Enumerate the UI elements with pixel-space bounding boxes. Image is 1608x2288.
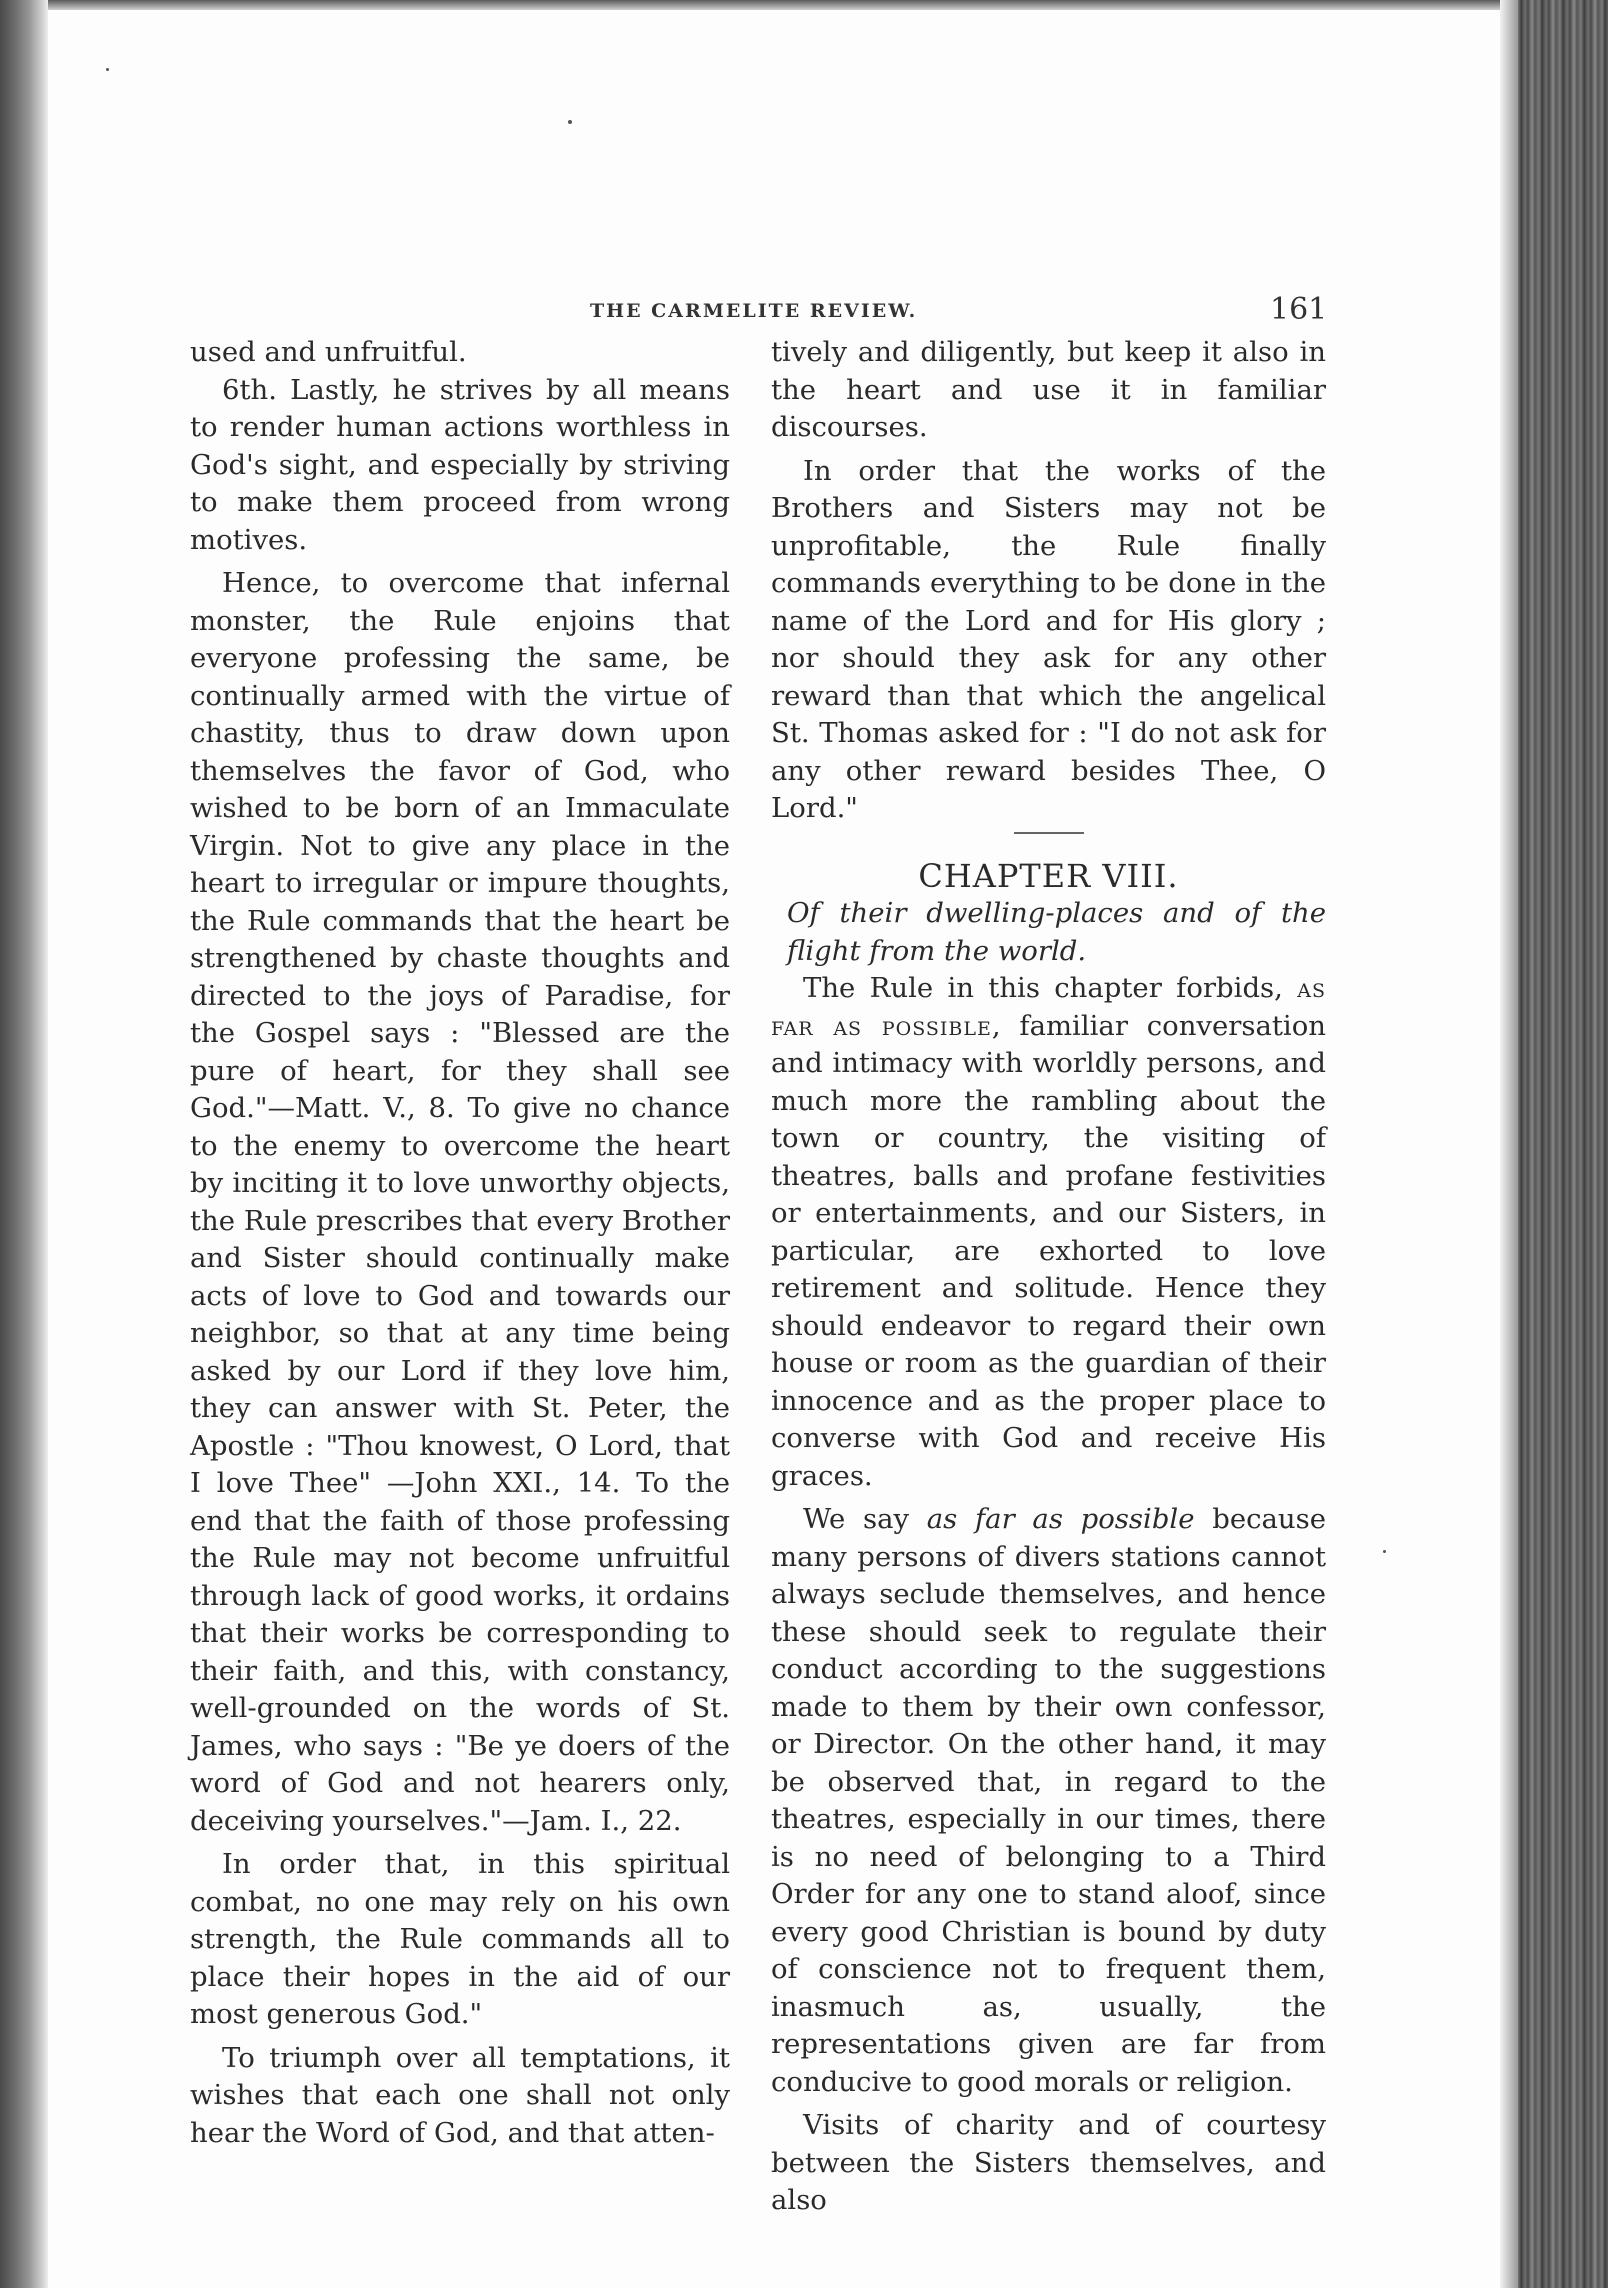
scan-top-edge — [0, 0, 1608, 10]
page-number: 161 — [1270, 292, 1328, 327]
paragraph: In order that the works of the Brothers and Sisters may not be unprofitable, the Rule finally commands everything to be done in the name of the Lord and for His glory ; nor should they ask for any other reward than that which the angelical St. Thomas asked for : "I do not ask for any other reward besides Thee, O Lord." — [771, 454, 1326, 824]
right-column — [771, 334, 1326, 2220]
ink-speck — [1383, 1550, 1386, 1553]
ink-speck — [106, 68, 109, 71]
paragraph: used and unfruitful. — [190, 336, 467, 368]
chapter-rule — [1014, 832, 1084, 834]
paragraph: In order that, in this spiritual combat, no one may rely on his own strength, the Rule commands all to place their hopes in the aid of our most generous God." — [190, 1848, 730, 2030]
paragraph: Hence, to overcome that infernal monster, the Rule enjoins that everyone professing the same, be continually armed with the virtue of chastity, thus to draw down upon themselves the favor of God, who wished to be born of an Immaculate Virgin. Not to give any place in the heart to irregular or impure thoughts, the Rule commands that the heart be strengthened by chaste thoughts and directed to the joys of Paradise, for the Gospel says : "Blessed are the pure of heart, for they shall see God."—Matt. V., 8. To give no chance to the enemy to overcome the heart by inciting it to love unworthy objects, the Rule prescribes that every Brother and Sister should continually make acts of love to God and towards our neighbor, so that at any time being asked by our Lord if they love him, they can answer with St. Peter, the Apostle : "Thou knowest, O Lord, that I love Thee" —John XXI., 14. To the end that the faith of those professing the Rule may not become unfruitful through lack of good works, it ordains that their works be corresponding to their faith, and this, with constancy, well-grounded on the words of St. James, who says : "Be ye doers of the word of God and not hearers only, deceiving yourselves."—Jam. I., 22. — [190, 567, 730, 1837]
paragraph — [771, 1501, 1326, 2101]
paragraph: tively and diligently, but keep it also in the heart and use it in familiar discourses. — [771, 336, 1326, 443]
text-run: We say — [803, 1503, 910, 1535]
text-run: The Rule in this chapter forbids, — [803, 972, 1283, 1004]
small-caps-phrase: as far as possible — [771, 972, 1326, 1042]
paragraph: 6th. Lastly, he strives by all means to render human actions worthless in God's sight, and especially by striving to make them proceed from wrong motives. — [190, 373, 730, 556]
book-page-edges — [1500, 0, 1608, 2288]
ink-speck — [568, 120, 572, 124]
paragraph: To triumph over all temptations, it wishes that each one shall not only hear the Word of God, and that atten- — [190, 2041, 730, 2149]
chapter-subtitle: Of their dwelling-places and of the flight from the world. — [787, 897, 1326, 967]
text-run: because many persons of divers stations cannot always seclude themselves, and hence these should seek to regulate their conduct according to the suggestions made to them by their own confessor, or Director. On the other hand, it may be observed that, in regard to the theatres, especially in our times, there is no need of belonging to a Third Order for any one to stand aloof, since every good Christian is bound by duty of conscience not to frequent them, inasmuch as, usually, the representations given are far from conducive to good morals or religion. — [771, 1503, 1326, 2098]
paragraph — [771, 970, 1326, 1495]
running-head: THE CARMELITE REVIEW. — [590, 300, 918, 322]
italic-phrase: as far as possible — [926, 1503, 1195, 1535]
left-column — [190, 334, 730, 2152]
text-run: , familiar conversation and intimacy with worldly persons, and much more the rambling about the town or country, the visiting of theatres, balls and profane festivities or entertainments, and our Sisters, in particular, are exhorted to love retirement and solitude. Hence they should endeavor to regard their own house or room as the guardian of their innocence and as the proper place to converse with God and receive His graces. — [771, 1009, 1326, 1492]
paragraph: Visits of charity and of courtesy between the Sisters themselves, and also — [771, 2109, 1326, 2216]
chapter-title: CHAPTER VIII. — [918, 856, 1179, 895]
scan-left-edge — [0, 0, 48, 2288]
